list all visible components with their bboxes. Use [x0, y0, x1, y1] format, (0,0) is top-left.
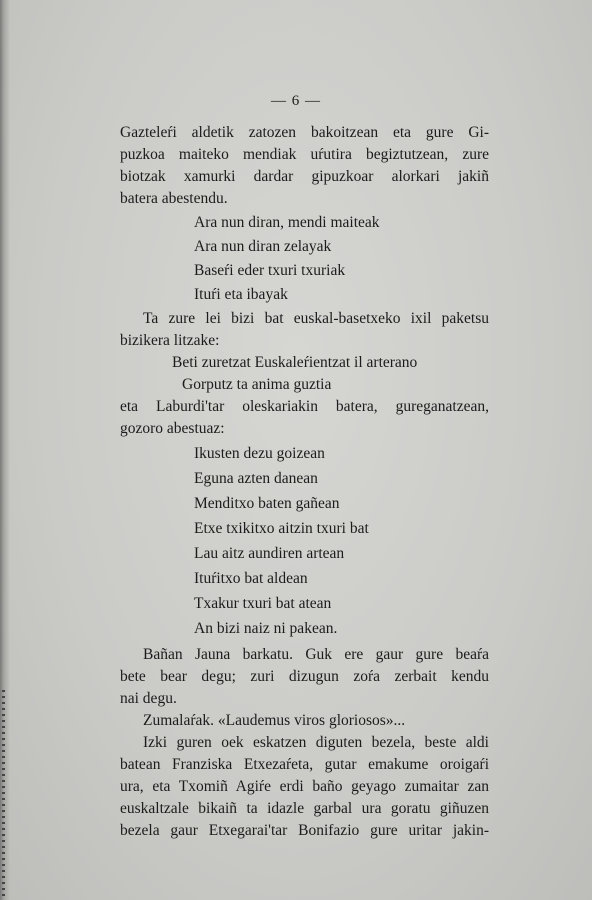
- text-line: ura, eta Txomiñ Agiŕe erdi baño geyago zumaitar zan: [120, 778, 489, 795]
- text-line: Gazteleŕi aldetik zatozen bakoitzean eta gure Gi-: [120, 124, 489, 141]
- quote-line: Beti zuretzat Euskaleŕientzat il arterano: [172, 354, 418, 371]
- verse-line: Txakur txuri bat atean: [194, 595, 332, 612]
- text-line: nai degu.: [120, 690, 177, 707]
- verse-line: Etxe txikitxo aitzin txuri bat: [194, 520, 369, 537]
- verse-line: Menditxo baten gañean: [194, 495, 340, 512]
- text-line: bete bear degu; zuri dizugun zoŕa zerbait kendu: [120, 668, 489, 685]
- text-line: gozoro abestuaz:: [120, 420, 225, 437]
- text-line: Zumalaŕak. «Laudemus viros gloriosos»...: [143, 712, 406, 729]
- text-line: batean Franziska Etxezaŕeta, gutar emakume oroigaŕi: [120, 756, 489, 773]
- text-line: Ta zure lei bizi bat euskal-basetxeko ixil paketsu: [143, 310, 489, 327]
- verse-line: Ara nun diran zelayak: [194, 238, 332, 255]
- quote-line: Gorputz ta anima guztia: [182, 376, 332, 393]
- text-line: euskaltzale bikaiñ ta idazle garbal ura goratu giñuzen: [120, 800, 489, 817]
- text-line: batera abestendu.: [120, 190, 228, 207]
- verse-line: Lau aitz aundiren artean: [194, 545, 345, 562]
- binding-edge: [0, 0, 10, 900]
- verse-line: An bizi naiz ni pakean.: [194, 620, 338, 637]
- text-line: bizikera litzake:: [120, 332, 220, 349]
- text-line: biotzak xamurki dardar gipuzkoar alorkari jakiñ: [120, 168, 489, 185]
- verse-line: Ituŕi eta ibayak: [194, 286, 288, 303]
- verse-line: Ara nun diran, mendi maiteak: [194, 214, 380, 231]
- verse-line: Ikusten dezu goizean: [194, 445, 325, 462]
- verse-line: Baseŕi eder txuri txuriak: [194, 262, 346, 279]
- text-line: bezela gaur Etxegarai'tar Bonifazio gure uritar jakin-: [120, 822, 489, 839]
- text-line: Izki guren oek eskatzen diguten bezela, beste aldi: [143, 734, 489, 751]
- verse-line: Ituŕitxo bat aldean: [194, 570, 308, 587]
- text-line: Bañan Jauna barkatu. Guk ere gaur gure beaŕa: [143, 646, 489, 663]
- page-number: — 6 —: [271, 93, 321, 109]
- text-line: eta Laburdi'tar oleskariakin batera, gureganatzean,: [120, 398, 489, 415]
- verse-line: Eguna azten danean: [194, 470, 318, 487]
- text-line: puzkoa maiteko mendiak uŕutira begiztutzean, zure: [120, 146, 489, 163]
